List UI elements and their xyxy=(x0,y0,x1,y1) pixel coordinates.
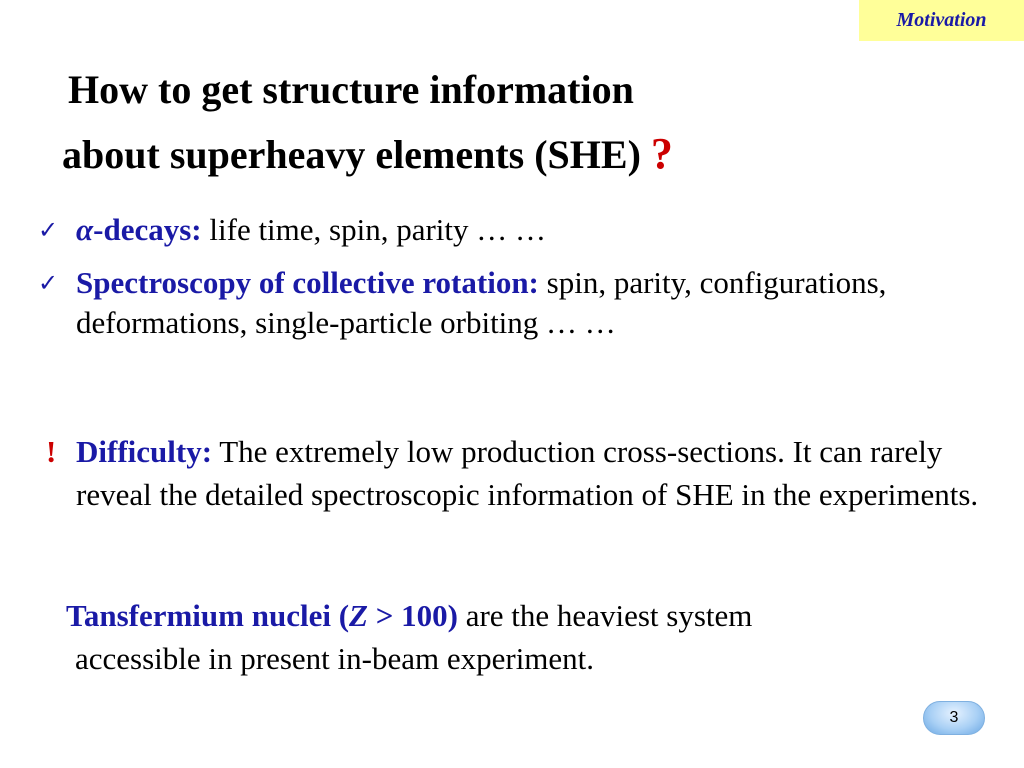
bullet-label: Spectroscopy of collective rotation: xyxy=(76,265,539,300)
bullet-spectroscopy xyxy=(38,263,998,343)
alpha-symbol: α xyxy=(76,212,94,247)
title-line-1: How to get structure information xyxy=(68,67,634,112)
checkmark-icon: ✓ xyxy=(38,269,59,297)
tansfermium-body-line-1: are the heaviest system xyxy=(457,598,753,633)
z-symbol: Z xyxy=(349,598,368,633)
tansfermium-label xyxy=(66,598,458,633)
bullet-label-rest: -decays: xyxy=(93,212,202,247)
tansfermium-note xyxy=(66,594,996,680)
tansfermium-body-line-2: accessible in present in-beam experiment. xyxy=(75,641,595,676)
tansfermium-label-post: > 100) xyxy=(367,598,458,633)
title-line-2-text: about superheavy elements (SHE) xyxy=(62,132,641,177)
title-line-2 xyxy=(0,122,960,187)
checkmark-icon: ✓ xyxy=(38,216,59,244)
bullet-text xyxy=(76,210,906,250)
difficulty-text xyxy=(76,430,1006,516)
exclamation-icon: ! xyxy=(46,434,57,469)
question-mark-icon: ? xyxy=(650,129,673,178)
bullet-body: spin, parity, configurations, deformations, single-particle orbiting … … xyxy=(76,265,887,340)
slide-title xyxy=(0,58,960,187)
section-tag: Motivation xyxy=(859,0,1024,41)
page-number-badge: 3 xyxy=(923,701,985,735)
difficulty-note xyxy=(46,430,1006,516)
bullet-text xyxy=(76,263,906,343)
bullet-body: life time, spin, parity … … xyxy=(201,212,547,247)
difficulty-label: Difficulty: xyxy=(76,434,213,469)
bullet-alpha-decays xyxy=(38,210,998,250)
tansfermium-label-pre: Tansfermium nuclei ( xyxy=(66,598,350,633)
difficulty-body: The extremely low production cross-sections. It can rarely reveal the detailed spectroscopic information of SHE in the experiments. xyxy=(76,434,979,512)
bullet-label xyxy=(76,212,202,247)
